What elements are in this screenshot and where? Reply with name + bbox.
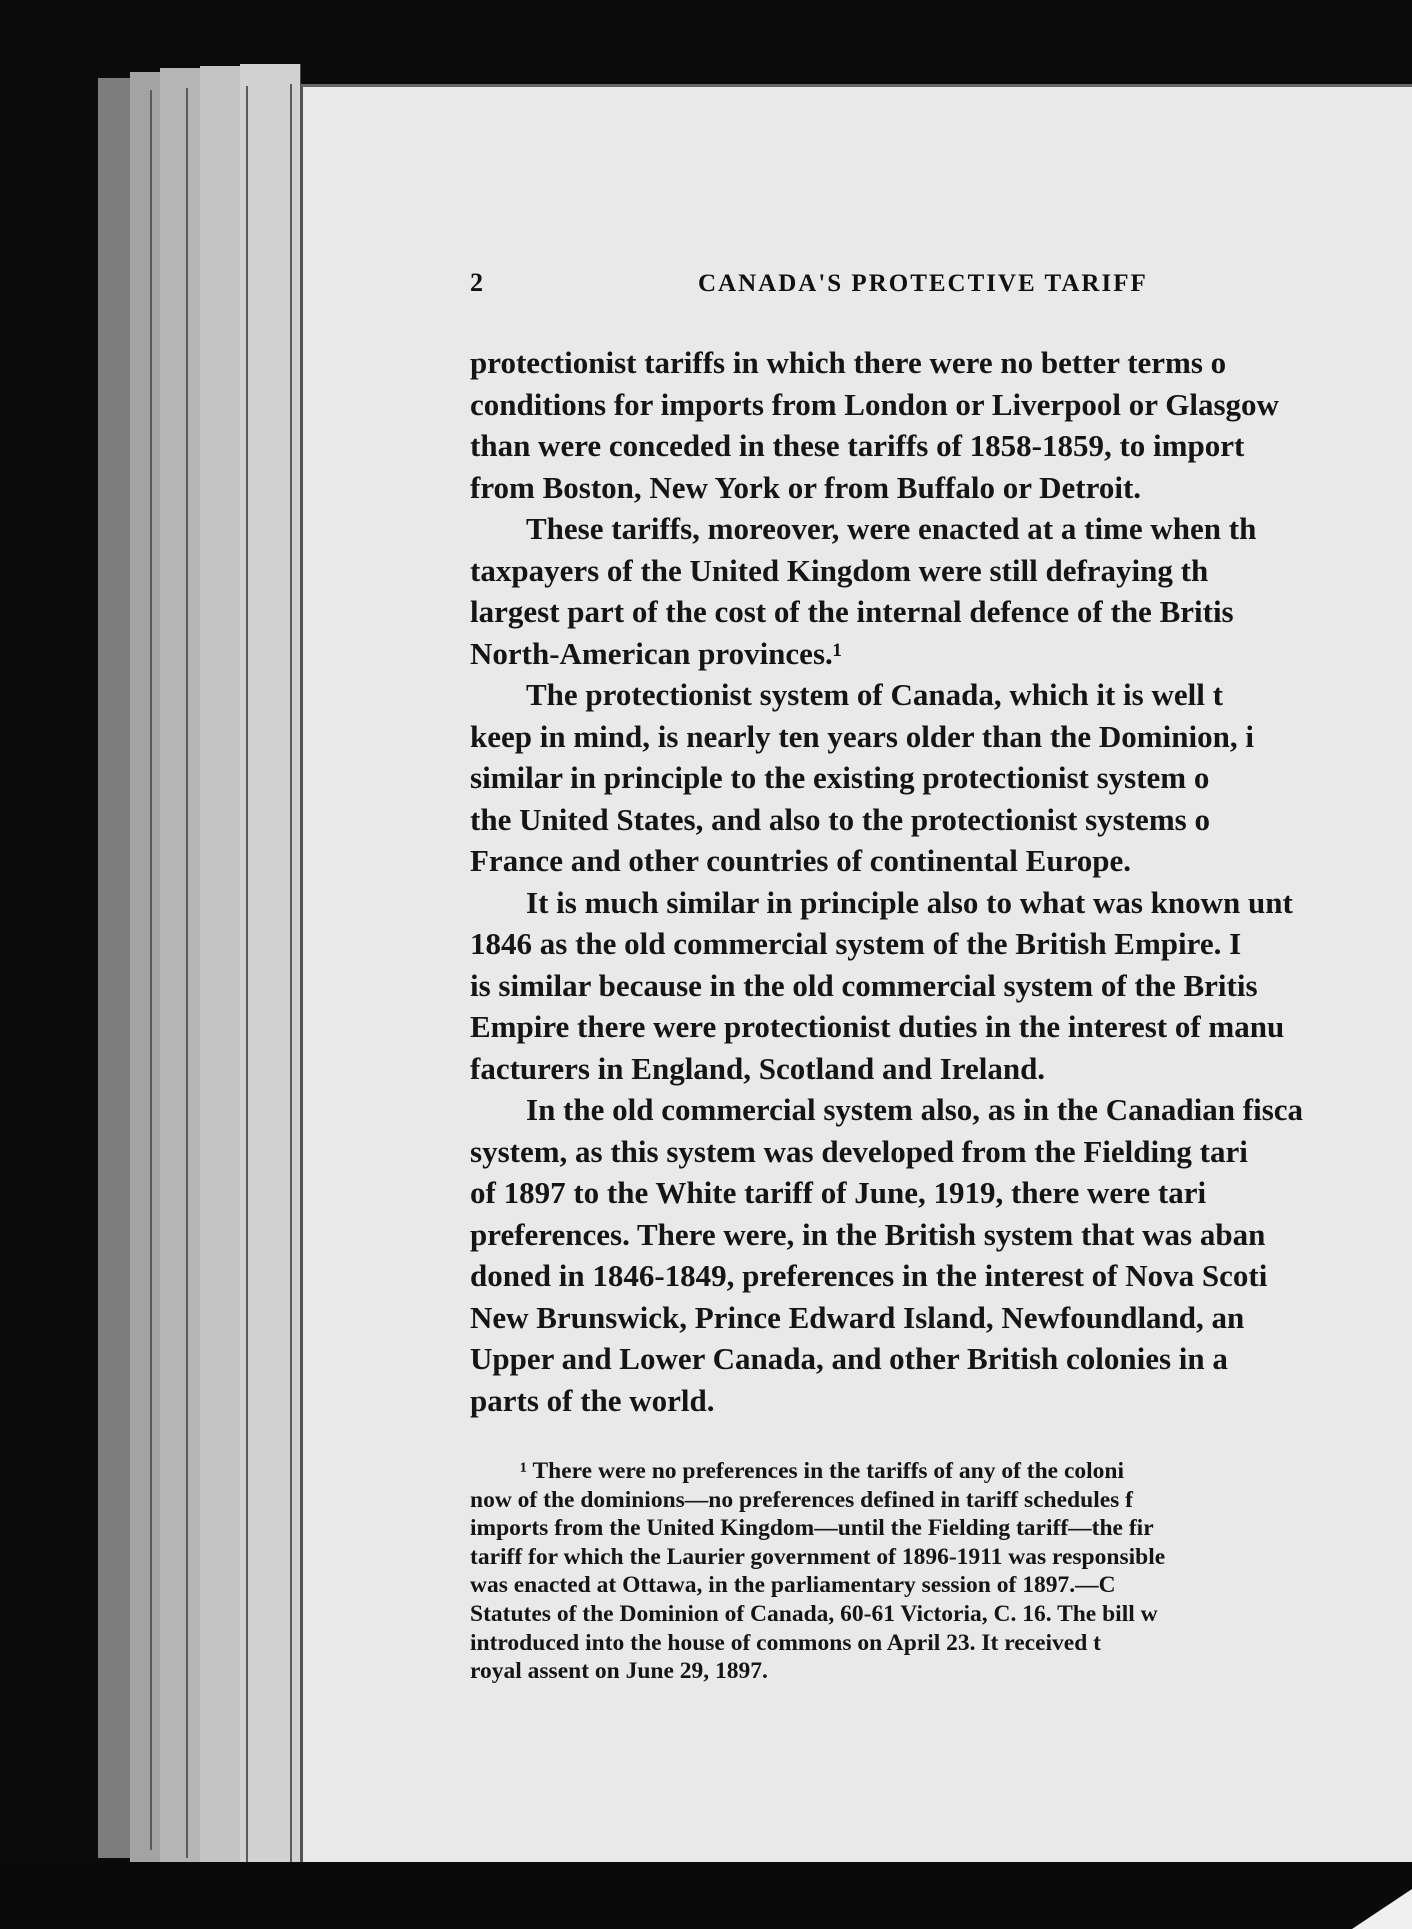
body-line: Upper and Lower Canada, and other British colonies in a: [470, 1341, 1228, 1376]
body-line: keep in mind, is nearly ten years older than the Dominion, i: [470, 718, 1254, 754]
body-line: preferences. There were, in the British system that was aban: [470, 1216, 1266, 1252]
footnote-line: was enacted at Ottawa, in the parliamentary session of 1897.—C: [470, 1572, 1116, 1599]
body-line: The protectionist system of Canada, which it is well t: [526, 677, 1223, 712]
footnote-line: royal assent on June 29, 1897.: [470, 1658, 768, 1685]
page-edge-line: [150, 90, 152, 1850]
footnote-line: Statutes of the Dominion of Canada, 60-61 Victoria, C. 16. The bill w: [470, 1600, 1158, 1627]
body-line: It is much similar in principle also to what was known unt: [526, 884, 1293, 920]
body-line: from Boston, New York or from Buffalo or Detroit.: [470, 469, 1142, 505]
dark-background: [0, 1862, 1412, 1929]
body-line: 1846 as the old commercial system of the British Empire. I: [470, 926, 1242, 961]
body-line: Empire there were protectionist duties in the interest of manu: [470, 1009, 1285, 1044]
body-line: is similar because in the old commercial system of the Britis: [470, 967, 1258, 1003]
running-head: CANADA'S PROTECTIVE TARIFF: [698, 270, 1148, 297]
footnote-line: now of the dominions—no preferences defined in tariff schedules f: [470, 1486, 1134, 1513]
body-line: France and other countries of continental Europe.: [470, 843, 1132, 878]
body-line: conditions for imports from London or Liverpool or Glasgow: [470, 386, 1279, 422]
body-line: North-American provinces.¹: [470, 635, 843, 671]
corner-paper: [1352, 1889, 1412, 1929]
page-number: 2: [470, 268, 483, 297]
footnote-line: imports from the United Kingdom—until the Fielding tariff—the fir: [470, 1515, 1154, 1542]
body-line: of 1897 to the White tariff of June, 1919, there were tari: [470, 1175, 1207, 1210]
body-line: similar in principle to the existing protectionist system o: [470, 760, 1210, 795]
body-line: taxpayers of the United Kingdom were still defraying th: [470, 552, 1209, 588]
page-edge-line: [290, 84, 292, 1874]
body-line: than were conceded in these tariffs of 1858-1859, to import: [470, 428, 1245, 463]
body-line: largest part of the cost of the internal defence of the Britis: [470, 594, 1234, 629]
footnote-block: [470, 1457, 1412, 1686]
footnote-line: introduced into the house of commons on April 23. It received t: [470, 1629, 1102, 1656]
footnote-line: tariff for which the Laurier government of 1896-1911 was responsible: [470, 1543, 1166, 1570]
footnote-line: ¹ There were no preferences in the tariffs of any of the coloni: [520, 1458, 1125, 1484]
body-line: In the old commercial system also, as in the Canadian fisca: [526, 1092, 1304, 1127]
page-edge-line: [186, 88, 188, 1858]
body-line: parts of the world.: [470, 1382, 715, 1418]
body-line: facturers in England, Scotland and Ireland.: [470, 1050, 1046, 1086]
page-header: [470, 268, 1410, 308]
body-line: New Brunswick, Prince Edward Island, Newfoundland, an: [470, 1299, 1245, 1335]
body-line: These tariffs, moreover, were enacted at a time when th: [526, 511, 1257, 546]
body-text: [470, 342, 1412, 1421]
body-line: system, as this system was developed from the Fielding tari: [470, 1133, 1248, 1169]
body-line: protectionist tariffs in which there were no better terms o: [470, 345, 1227, 380]
page-edge-line: [246, 86, 248, 1866]
body-line: the United States, and also to the protectionist systems o: [470, 801, 1210, 837]
body-line: doned in 1846-1849, preferences in the interest of Nova Scoti: [470, 1258, 1268, 1293]
